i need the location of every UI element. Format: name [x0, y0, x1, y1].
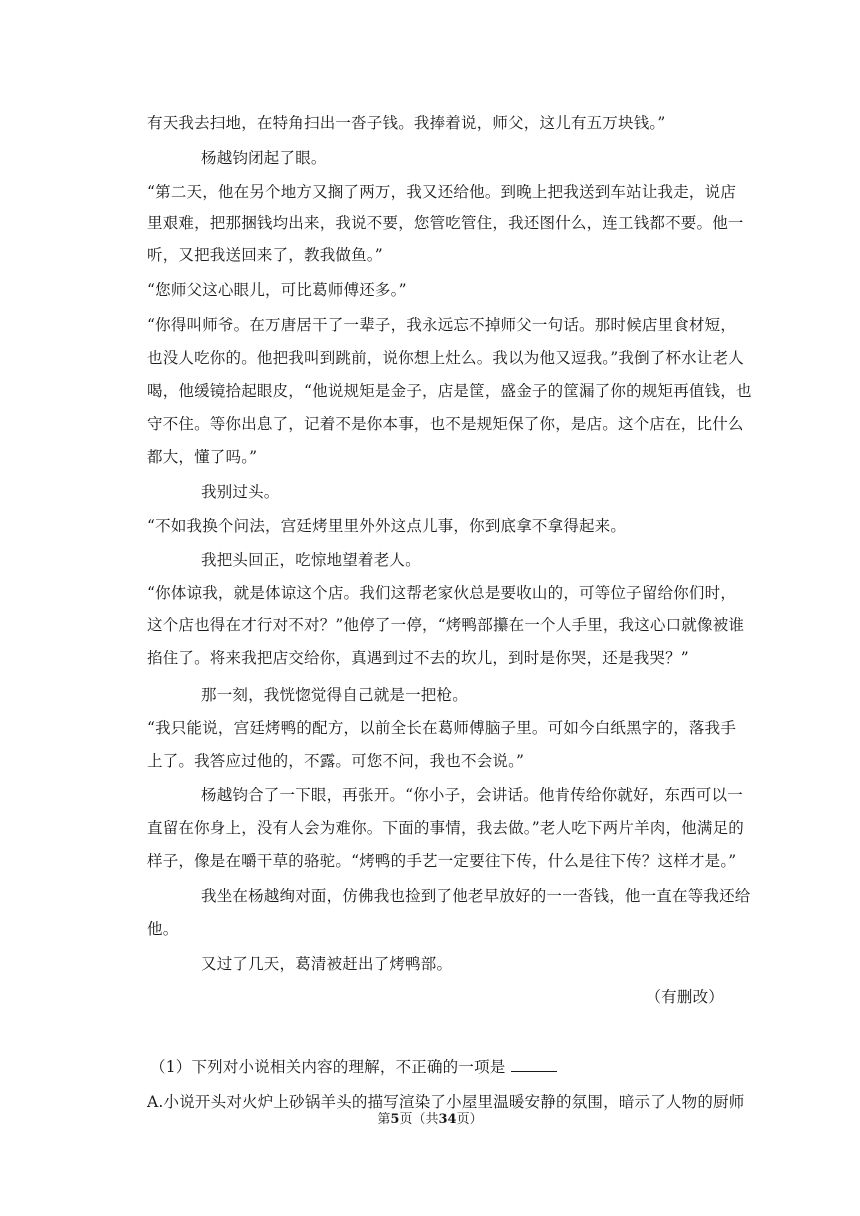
text-line: “您师父这心眼儿，可比葛师傅还多。” [147, 281, 407, 299]
text-line: 我坐在杨越绚对面，仿佛我也捡到了他老早放好的一一沓钱，他一直在等我还给 [201, 887, 751, 905]
text-line: 都大，懂了吗。” [147, 448, 258, 466]
question-text: （1）下列对小说相关内容的理解，不正确的一项是 [150, 1058, 506, 1076]
text-line: 喝，他缓镜拾起眼皮，“他说规矩是金子，店是筐，盛金子的筐漏了你的规矩再值钱，也 [147, 382, 752, 400]
text-line: “第二天，他在另个地方又搁了两万，我又还给他。到晚上把我送到车站让我走，说店 [147, 183, 737, 201]
text-line: 样子，像是在嚼干草的骆驼。“烤鸭的手艺一定要往下传，什么是往下传？这样才是。” [147, 852, 737, 870]
footer-total-pages: 34 [438, 1112, 457, 1127]
text-line: 我把头回正，吃惊地望着老人。 [201, 551, 421, 569]
footer-page-number: 5 [390, 1112, 400, 1127]
text-line: 有天我去扫地，在特角扫出一沓子钱。我捧着说，师父，这儿有五万块钱。” [147, 114, 666, 132]
text-line: 又过了几天，葛清被赶出了烤鸭部。 [201, 955, 453, 973]
source-note: （有删改） [645, 988, 724, 1006]
text-line: “你体谅我，就是体谅这个店。我们这帮老家伙总是要收山的，可等位子留给你们时， [147, 584, 737, 602]
text-line: 杨越钧闭起了眼。 [201, 149, 327, 167]
question-line [150, 1057, 557, 1077]
text-line: “不如我换个问法，宫廷烤里里外外这点儿事，你到底拿不拿得起来。 [147, 517, 627, 535]
text-line: 我别过头。 [201, 483, 280, 501]
text-line: 里艰难，把那捆钱均出来，我说不要，您管吃管住，我还图什么，连工钱都不要。他一 [147, 214, 744, 232]
text-line: “你得叫师爷。在万唐居干了一辈子，我永远忘不掉师父一句话。那时候店里食材短， [147, 316, 737, 334]
text-line: “我只能说，宫廷烤鸭的配方，以前全长在葛师傅脑子里。可如今白纸黑字的，落我手 [147, 719, 737, 737]
footer-prefix: 第 [377, 1112, 391, 1127]
text-line: 掐住了。将来我把店交给你，真遇到过不去的坎儿，到时是你哭，还是我哭？” [147, 649, 689, 667]
footer-suffix: 页） [456, 1112, 483, 1127]
text-line: 杨越钧合了一下眼，再张开。“你小子，会讲话。他肯传给你就好，东西可以一 [201, 786, 743, 804]
footer-middle: 页（共 [399, 1112, 439, 1127]
option-a: A.小说开头对火炉上砂锅羊头的描写渲染了小屋里温暖安静的氛围，暗示了人物的厨师 [147, 1093, 745, 1111]
answer-blank [511, 1057, 557, 1072]
text-line: 这个店也得在才行对不对？”他停了一停，“烤鸭部攥在一个人手里，我这心口就像被谁 [147, 616, 745, 634]
text-line: 听，又把我送回来了，教我做鱼。” [147, 246, 383, 264]
text-line: 直留在你身上，没有人会为难你。下面的事情，我去做。”老人吃下两片羊肉，他满足的 [147, 819, 744, 837]
text-line: 也没人吃你的。他把我叫到跳前，说你想上灶么。我以为他又逗我。”我倒了杯水让老人 [147, 349, 744, 367]
text-line: 那一刻，我恍惚觉得自己就是一把枪。 [201, 686, 468, 704]
page-footer [0, 1112, 860, 1128]
text-line: 他。 [147, 920, 179, 938]
text-line: 上了。我答应过他的，不露。可您不问，我也不会说。” [147, 752, 525, 770]
text-line: 守不住。等你出息了，记着不是你本事，也不是规矩保了你，是店。这个店在，比什么 [147, 415, 744, 433]
